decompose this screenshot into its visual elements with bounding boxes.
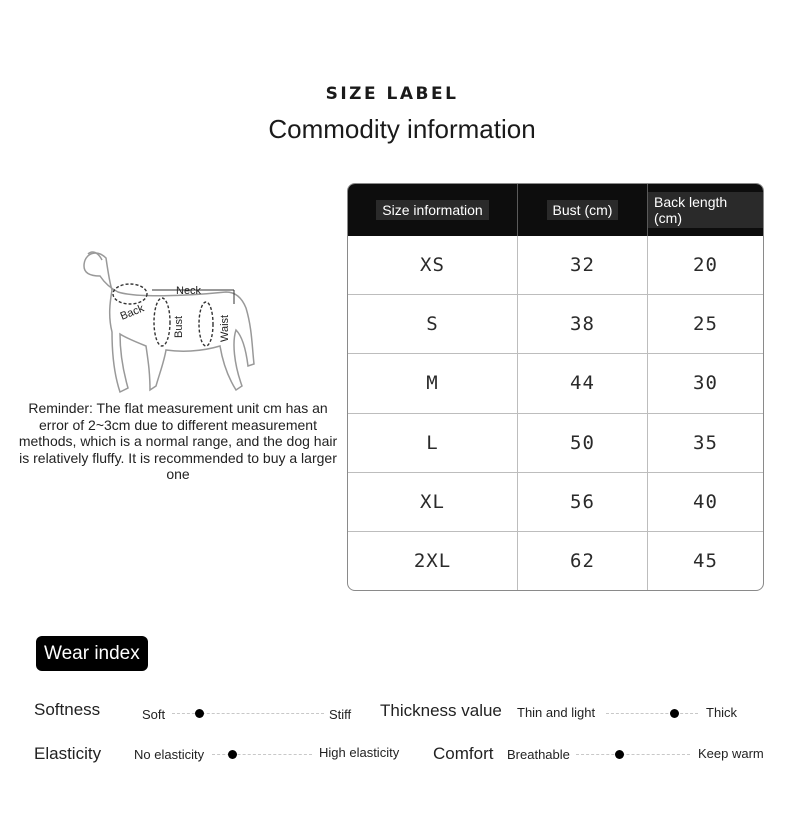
size-cell: 2XL xyxy=(348,532,518,590)
bust-cell: 44 xyxy=(518,354,648,412)
elasticity-label: Elasticity xyxy=(34,744,102,763)
size-cell: XL xyxy=(348,473,518,531)
thickness-max-label: Thick xyxy=(706,705,738,720)
back-length-cell: 25 xyxy=(693,313,718,336)
neck-label: Neck xyxy=(176,285,202,297)
elasticity-max-label: High elasticity xyxy=(319,745,400,760)
table-row xyxy=(348,413,763,472)
reminder-text: Reminder: The flat measurement unit cm has an error of 2~3cm due to different measurement methods, which is a normal range, and the dog hair is relatively fluffy. It is recommended to buy a larger one xyxy=(18,400,338,482)
brand-title: SIZE LABEL xyxy=(325,84,459,104)
thickness-min-label: Thin and light xyxy=(517,705,596,720)
waist-label: Waist xyxy=(219,314,231,342)
size-table xyxy=(347,183,764,591)
size-table-header xyxy=(348,184,763,236)
back-label: Back xyxy=(118,302,146,323)
bust-label: Bust xyxy=(173,315,185,338)
comfort-track xyxy=(576,754,690,755)
header-back-length: Back length (cm) xyxy=(648,184,763,236)
back-length-cell: 20 xyxy=(693,254,718,277)
size-cell: XS xyxy=(348,236,518,294)
comfort-max-label: Keep warm xyxy=(698,746,764,761)
table-row xyxy=(348,531,763,590)
comfort-label: Comfort xyxy=(433,744,494,763)
page-title: Commodity information xyxy=(268,114,536,144)
comfort-indicator xyxy=(615,750,624,759)
bust-cell: 32 xyxy=(518,236,648,294)
header-bust: Bust (cm) xyxy=(518,184,648,236)
comfort-min-label: Breathable xyxy=(507,747,570,762)
softness-min-label: Soft xyxy=(142,707,166,722)
table-row xyxy=(348,472,763,531)
header-size-information: Size information xyxy=(348,184,518,236)
size-cell: L xyxy=(348,414,518,472)
table-row xyxy=(348,353,763,412)
thickness-indicator xyxy=(670,709,679,718)
table-row xyxy=(348,294,763,353)
back-length-cell: 45 xyxy=(693,549,718,572)
dog-measurement-diagram xyxy=(76,246,260,398)
back-length-cell: 40 xyxy=(693,490,718,513)
softness-label: Softness xyxy=(34,700,101,719)
back-length-cell: 35 xyxy=(693,431,718,454)
bust-cell: 56 xyxy=(518,473,648,531)
bust-cell: 38 xyxy=(518,295,648,353)
thickness-label: Thickness value xyxy=(380,701,502,720)
softness-max-label: Stiff xyxy=(329,707,352,722)
bust-cell: 62 xyxy=(518,532,648,590)
elasticity-min-label: No elasticity xyxy=(134,747,205,762)
elasticity-indicator xyxy=(228,750,237,759)
table-row xyxy=(348,236,763,294)
size-cell: M xyxy=(348,354,518,412)
softness-indicator xyxy=(195,709,204,718)
bust-cell: 50 xyxy=(518,414,648,472)
size-cell: S xyxy=(348,295,518,353)
back-length-cell: 30 xyxy=(693,372,718,395)
wear-index-badge: Wear index xyxy=(36,636,148,671)
thickness-track xyxy=(606,713,698,714)
